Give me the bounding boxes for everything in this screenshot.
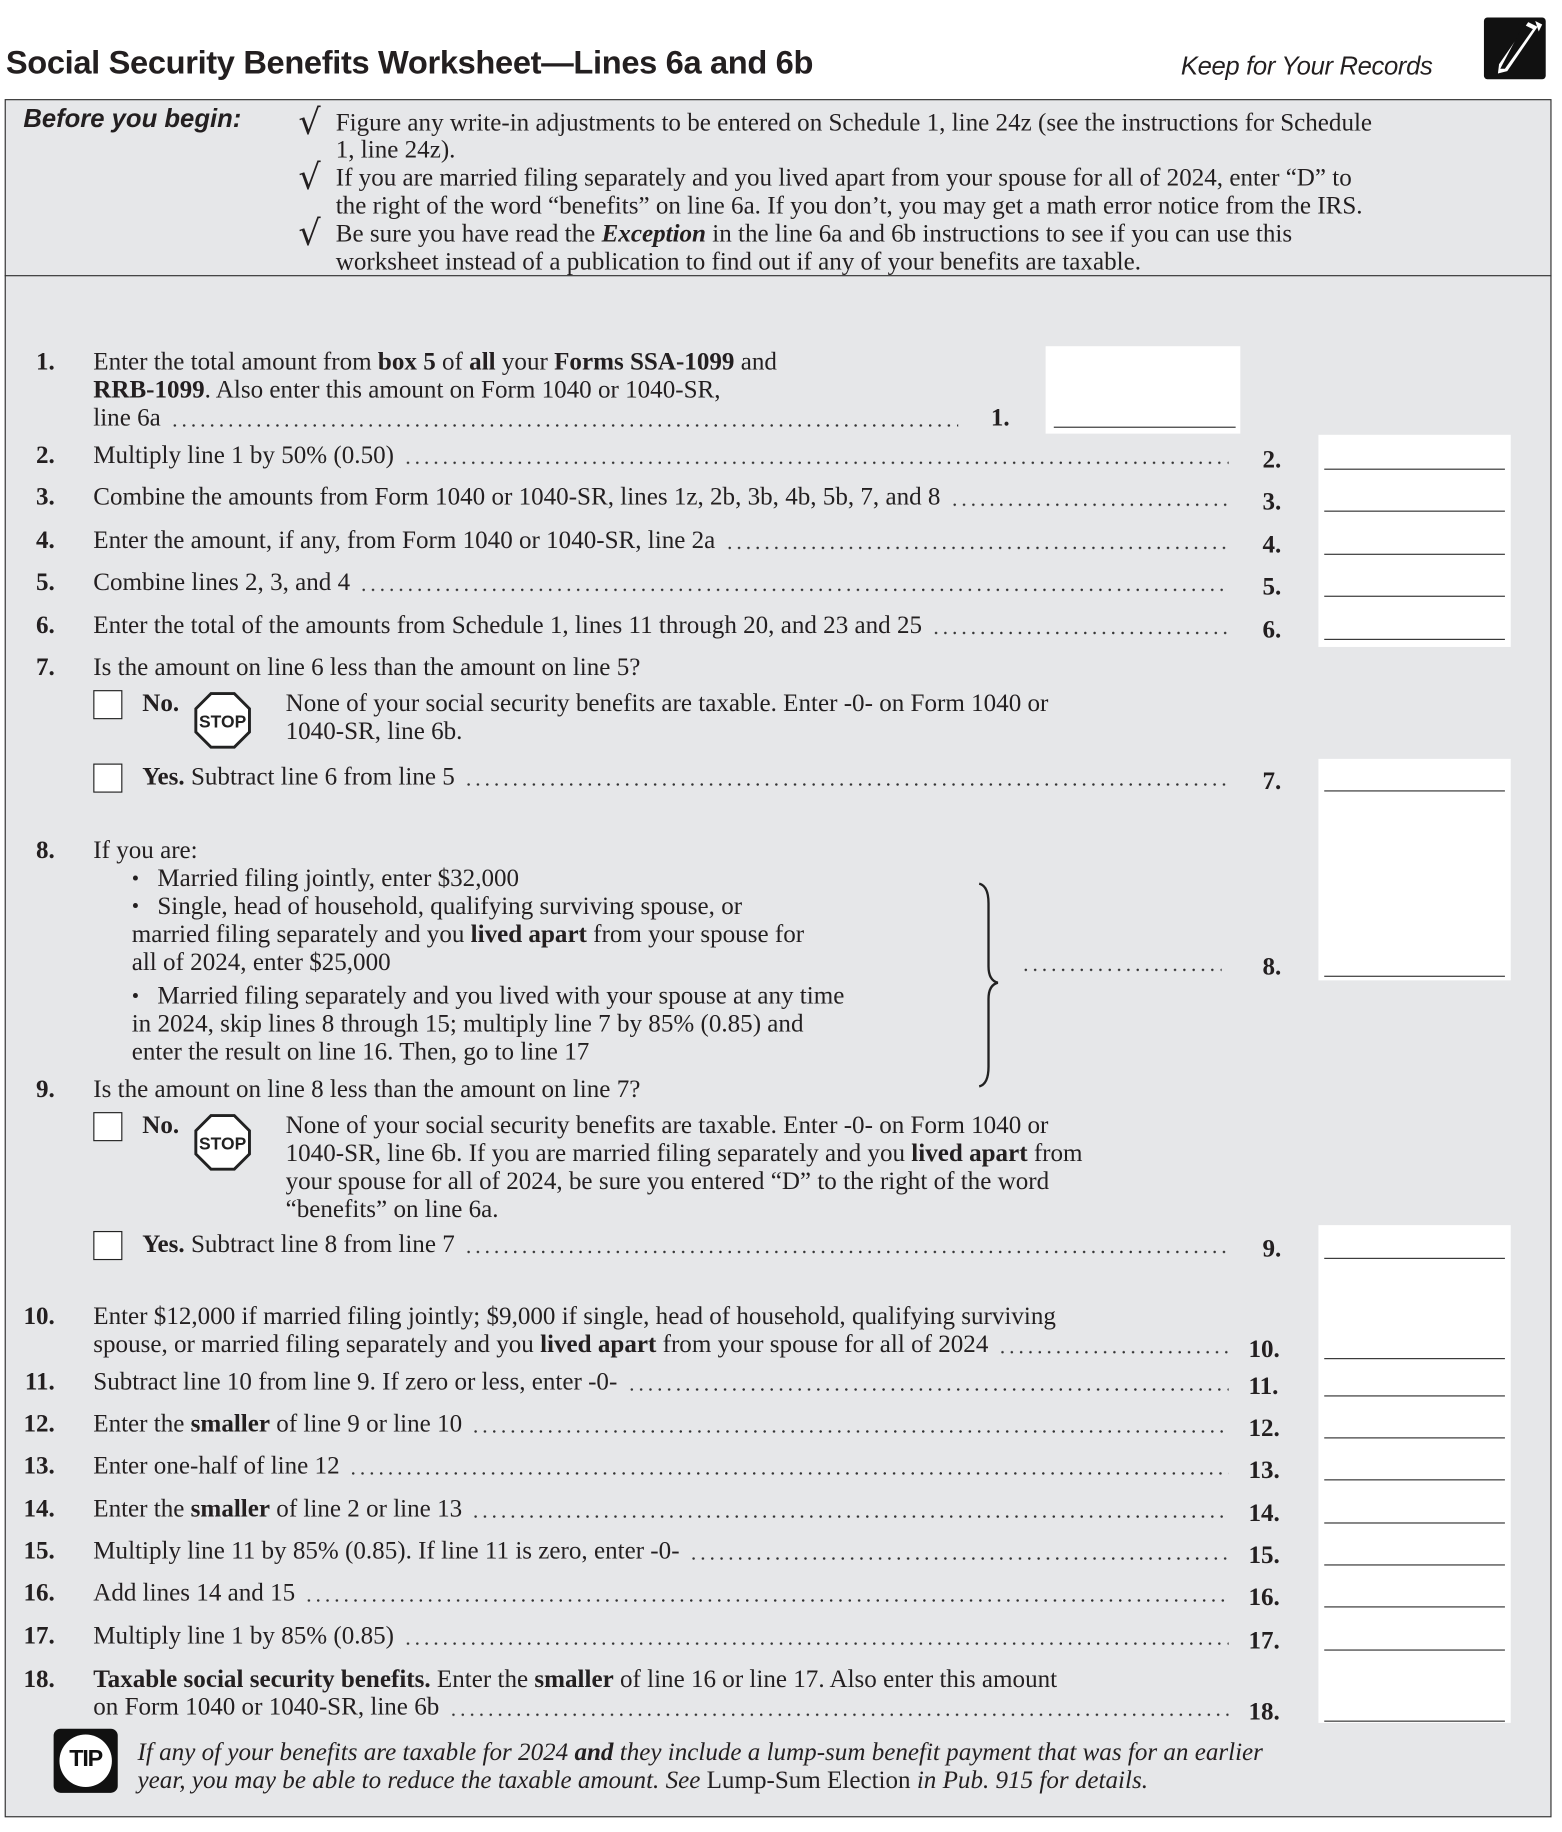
text-segment: If you are married filing separately and you lived apart from your spouse for all of 2024, enter “D” to — [335, 163, 1352, 192]
text-segment: “benefits” on line 6a. — [285, 1194, 499, 1223]
text-segment: Enter the — [430, 1664, 535, 1693]
line-number: 10. — [23, 1302, 55, 1331]
leader-dots — [359, 568, 1228, 596]
line-ref-label: 3. — [1262, 487, 1282, 516]
divider — [5, 275, 1552, 276]
answer-column-box — [1318, 435, 1510, 647]
bullet-icon: • — [131, 866, 140, 890]
line-text — [93, 611, 1228, 639]
line-ref-label: 17. — [1248, 1626, 1280, 1655]
text-segment: smaller — [534, 1664, 614, 1693]
text-segment: all of 2024, enter $25,000 — [131, 947, 391, 976]
text-segment: 1040-SR, line 6b. — [285, 716, 463, 745]
line-number: 11. — [24, 1367, 55, 1396]
line-text — [93, 1536, 1228, 1564]
text-segment: Subtract line 6 from line 5 — [184, 762, 455, 791]
line-text — [93, 441, 1228, 469]
text-segment: they include a lump-sum benefit payment that was for an earlier — [613, 1738, 1263, 1767]
text-segment: Multiply line 11 by 85% (0.85). If line 11 is zero, enter -0- — [93, 1536, 680, 1565]
stop-sign-icon — [194, 1113, 252, 1171]
leader-dots — [403, 1621, 1228, 1649]
leader-dots — [931, 611, 1228, 639]
line-text — [142, 762, 1228, 790]
line-ref-label: 12. — [1248, 1413, 1280, 1442]
line-text — [286, 1139, 1083, 1167]
line-7-entry-field[interactable] — [1324, 790, 1505, 791]
line-3-entry-field[interactable] — [1324, 511, 1505, 512]
text-segment: Lump-Sum Election — [706, 1766, 911, 1795]
text-segment: Figure any write-in adjustments to be entered on Schedule 1, line 24z (see the instructions for Schedule — [335, 108, 1373, 137]
line-1-entry-box — [1046, 346, 1241, 433]
keep-for-records-label: Keep for Your Records — [1180, 51, 1433, 81]
line-text — [142, 1230, 1228, 1258]
text-segment: Yes. — [142, 762, 185, 791]
text-segment: Enter the amount, if any, from Form 1040 or 1040-SR, line 2a — [93, 525, 716, 554]
line-8-leader — [1021, 948, 1222, 976]
line-text — [132, 1009, 804, 1037]
line-1-entry-field[interactable] — [1054, 427, 1236, 428]
text-segment: from your spouse for — [586, 919, 805, 948]
text-segment: and — [574, 1738, 614, 1767]
text-segment: Forms SSA-1099 — [554, 347, 735, 376]
line-text — [157, 864, 519, 892]
text-segment: of line 16 or line 17. Also enter this amount — [613, 1664, 1058, 1693]
text-segment: from — [1027, 1138, 1083, 1167]
line-number: 5. — [35, 567, 55, 596]
line-text — [132, 948, 391, 976]
text-segment: Yes. — [142, 1229, 185, 1258]
tip-icon — [54, 1729, 118, 1793]
text-segment: of line 9 or line 10 — [270, 1409, 463, 1438]
line-ref-label: 8. — [1262, 952, 1282, 981]
answer-column-box — [1318, 759, 1510, 980]
line-text — [93, 1693, 1228, 1721]
line-14-entry-field[interactable] — [1324, 1522, 1505, 1523]
text-segment: Add lines 14 and 15 — [93, 1578, 296, 1607]
text-segment: Taxable social security benefits. — [93, 1664, 431, 1693]
line-number: 13. — [23, 1451, 55, 1480]
text-segment: Enter the — [93, 1494, 191, 1523]
checkbox-label: No. — [142, 688, 180, 717]
text-segment: RRB-1099 — [93, 375, 205, 404]
text-segment: smaller — [190, 1494, 271, 1523]
line-8-entry-field[interactable] — [1324, 976, 1505, 977]
svg-text:STOP: STOP — [199, 1133, 247, 1154]
checkbox-label: No. — [142, 1110, 180, 1139]
text-segment: Combine the amounts from Form 1040 or 1040-SR, lines 1z, 2b, 3b, 4b, 5b, 7, and 8 — [93, 482, 941, 511]
line-ref-label: 13. — [1248, 1455, 1280, 1484]
line-text — [93, 568, 1228, 596]
leader-dots — [170, 403, 958, 431]
line-text — [93, 403, 958, 431]
text-segment: line 6a — [93, 403, 161, 432]
checkbox-yes[interactable] — [93, 764, 122, 793]
line-text — [93, 836, 197, 864]
checkmark-icon: √ — [298, 157, 321, 199]
leader-dots — [349, 1451, 1229, 1479]
text-segment: box 5 — [377, 347, 436, 376]
line-16-entry-field[interactable] — [1324, 1606, 1505, 1607]
line-text — [286, 1111, 1049, 1139]
line-ref-label: 18. — [1248, 1697, 1280, 1726]
bullet-icon: • — [131, 983, 140, 1008]
leader-dots — [449, 1693, 1229, 1721]
checkbox-yes[interactable] — [93, 1231, 122, 1260]
text-segment: the right of the word “benefits” on line 6a. If you don’t, you may get a math error notice from the IRS. — [335, 191, 1363, 220]
line-text — [286, 1167, 1050, 1195]
line-2-entry-field[interactable] — [1324, 469, 1505, 470]
before-you-begin-text — [336, 163, 1352, 191]
text-segment: If any of your benefits are taxable for 2024 — [137, 1738, 575, 1767]
checkmark-icon: √ — [298, 213, 321, 255]
tip-text — [138, 1738, 1263, 1766]
line-10-entry-field[interactable] — [1324, 1358, 1505, 1359]
text-segment: from your spouse for all of 2024 — [656, 1330, 989, 1359]
pencil-icon — [1484, 17, 1546, 79]
line-text — [286, 717, 463, 745]
answer-column-box — [1318, 1225, 1510, 1723]
checkmark-icon: √ — [298, 102, 321, 144]
line-number: 3. — [35, 482, 55, 511]
line-number: 4. — [35, 525, 55, 554]
leader-dots — [950, 483, 1229, 511]
text-segment: . Also enter this amount on Form 1040 or 1040-SR, — [204, 375, 721, 404]
line-text — [132, 1037, 590, 1065]
text-segment: Married filing jointly, enter $32,000 — [157, 863, 520, 892]
svg-text:STOP: STOP — [199, 711, 247, 732]
text-segment: your — [495, 347, 555, 376]
line-text — [93, 1330, 1228, 1358]
text-segment: smaller — [190, 1409, 271, 1438]
leader-dots — [304, 1578, 1228, 1606]
line-text — [93, 1451, 1228, 1479]
text-segment: worksheet instead of a publication to find out if any of your benefits are taxable. — [335, 247, 1141, 276]
text-segment: lived apart — [540, 1330, 657, 1359]
line-12-entry-field[interactable] — [1324, 1437, 1505, 1438]
line-number: 6. — [35, 610, 55, 639]
line-text — [93, 1409, 1228, 1437]
text-segment: 1, line 24z). — [335, 135, 456, 164]
before-you-begin-text — [336, 247, 1141, 275]
leader-dots — [725, 526, 1229, 554]
line-text — [93, 1075, 640, 1103]
text-segment: If you are: — [93, 835, 198, 864]
line-number: 17. — [23, 1621, 55, 1650]
leader-dots — [998, 1330, 1229, 1358]
line-text — [93, 347, 777, 375]
line-text — [93, 653, 640, 681]
text-segment: your spouse for all of 2024, be sure you entered “D” to the right of the word — [285, 1166, 1050, 1195]
line-ref-label: 10. — [1248, 1334, 1280, 1363]
line-ref-label: 9. — [1262, 1234, 1282, 1263]
brace-icon — [968, 880, 1003, 1090]
text-segment: Multiply line 1 by 85% (0.85) — [93, 1621, 394, 1650]
text-segment: year, you may be able to reduce the taxable amount. See — [137, 1766, 707, 1795]
before-you-begin-label: Before you begin: — [23, 103, 242, 133]
line-number: 18. — [23, 1664, 55, 1693]
checkbox-no[interactable] — [93, 690, 122, 719]
line-13-entry-field[interactable] — [1324, 1479, 1505, 1480]
text-segment: None of your social security benefits are taxable. Enter -0- on Form 1040 or — [285, 688, 1049, 717]
line-ref-label: 6. — [1262, 615, 1282, 644]
line-text — [286, 1195, 499, 1223]
leader-dots — [464, 1230, 1229, 1258]
line-text — [132, 920, 804, 948]
line-11-entry-field[interactable] — [1324, 1395, 1505, 1396]
line-number: 2. — [35, 440, 55, 469]
leader-dots — [627, 1367, 1229, 1395]
text-segment: enter the result on line 16. Then, go to line 17 — [131, 1037, 590, 1066]
line-text — [93, 1494, 1228, 1522]
text-segment: lived apart — [470, 919, 587, 948]
text-segment: Enter the total amount from — [93, 347, 378, 376]
text-segment: Single, head of household, qualifying surviving spouse, or — [157, 891, 743, 920]
line-ref-label: 4. — [1262, 530, 1282, 559]
text-segment: all — [469, 347, 496, 376]
text-segment: Enter one-half of line 12 — [93, 1451, 340, 1480]
page-title: Social Security Benefits Worksheet—Lines 6a and 6b — [5, 44, 814, 81]
text-segment: in the line 6a and 6b instructions to see if you can use this — [706, 219, 1293, 248]
before-you-begin-text — [336, 135, 456, 163]
line-9-entry-field[interactable] — [1324, 1258, 1505, 1259]
line-text — [93, 1578, 1228, 1606]
text-segment: None of your social security benefits are taxable. Enter -0- on Form 1040 or — [285, 1110, 1049, 1139]
before-you-begin-text — [336, 191, 1363, 219]
text-segment: Multiply line 1 by 50% (0.50) — [93, 440, 394, 469]
text-segment: spouse, or married filing separately and you — [93, 1330, 541, 1359]
line-5-entry-field[interactable] — [1324, 596, 1505, 597]
before-you-begin-text — [336, 219, 1292, 247]
text-segment: Enter the total of the amounts from Schedule 1, lines 11 through 20, and 23 and 25 — [93, 610, 923, 639]
line-ref-label: 1. — [990, 403, 1010, 432]
line-text — [93, 1665, 1057, 1693]
line-text — [93, 1302, 1056, 1330]
line-number: 9. — [35, 1074, 55, 1103]
line-ref-label: 11. — [1248, 1372, 1279, 1401]
line-18-entry-field[interactable] — [1324, 1721, 1505, 1722]
tip-text — [138, 1766, 1148, 1794]
text-segment: Is the amount on line 8 less than the amount on line 7? — [93, 1074, 641, 1103]
line-number: 14. — [23, 1494, 55, 1523]
text-segment: Be sure you have read the — [335, 219, 602, 248]
text-segment: in 2024, skip lines 8 through 15; multiply line 7 by 85% (0.85) and — [131, 1009, 804, 1038]
line-ref-label: 2. — [1262, 445, 1282, 474]
line-ref-label: 14. — [1248, 1499, 1280, 1528]
line-4-entry-field[interactable] — [1324, 554, 1505, 555]
line-text — [93, 1621, 1228, 1649]
leader-dots — [403, 441, 1228, 469]
leader-dots — [471, 1494, 1228, 1522]
line-number: 1. — [35, 347, 55, 376]
line-6-entry-field[interactable] — [1324, 639, 1505, 640]
text-segment: and — [734, 347, 777, 376]
line-text — [157, 982, 844, 1010]
leader-dots — [471, 1409, 1228, 1437]
text-segment: Enter the — [93, 1409, 191, 1438]
tip-badge-label: TIP — [69, 1746, 103, 1772]
text-segment: on Form 1040 or 1040-SR, line 6b — [93, 1692, 440, 1721]
text-segment: Married filing separately and you lived with your spouse at any time — [157, 981, 845, 1010]
text-segment: of — [435, 347, 470, 376]
line-text — [157, 892, 742, 920]
bullet-icon: • — [131, 894, 140, 918]
text-segment: in Pub. 915 for details. — [910, 1766, 1148, 1795]
line-ref-label: 15. — [1248, 1541, 1280, 1570]
line-text — [93, 375, 720, 403]
before-you-begin-text — [336, 108, 1372, 136]
line-text — [93, 483, 1228, 511]
line-15-entry-field[interactable] — [1324, 1564, 1505, 1565]
line-text — [286, 689, 1049, 717]
text-segment: Subtract line 10 from line 9. If zero or less, enter -0- — [93, 1367, 618, 1396]
line-17-entry-field[interactable] — [1324, 1649, 1505, 1650]
stop-sign-icon — [194, 691, 252, 749]
line-number: 12. — [23, 1409, 55, 1438]
line-text — [93, 1367, 1228, 1395]
line-number: 15. — [23, 1536, 55, 1565]
text-segment: Combine lines 2, 3, and 4 — [93, 567, 351, 596]
text-segment: 1040-SR, line 6b. If you are married filing separately and you — [285, 1138, 912, 1167]
text-segment: lived apart — [911, 1138, 1028, 1167]
line-ref-label: 16. — [1248, 1583, 1280, 1611]
line-ref-label: 7. — [1262, 767, 1282, 796]
text-segment: Subtract line 8 from line 7 — [184, 1229, 455, 1258]
line-number: 7. — [35, 652, 55, 681]
text-segment: Enter $12,000 if married filing jointly; $9,000 if single, head of household, qualifying surviving — [93, 1302, 1056, 1331]
text-segment: of line 2 or line 13 — [270, 1494, 463, 1523]
line-text — [93, 526, 1228, 554]
text-segment: married filing separately and you — [131, 919, 471, 948]
leader-dots — [689, 1536, 1229, 1564]
line-number: 16. — [23, 1578, 55, 1607]
checkbox-no[interactable] — [93, 1112, 122, 1141]
leader-dots — [464, 762, 1229, 790]
line-ref-label: 5. — [1262, 572, 1282, 601]
text-segment: Is the amount on line 6 less than the amount on line 5? — [93, 652, 641, 681]
line-number: 8. — [35, 835, 55, 864]
text-segment: Exception — [601, 219, 707, 248]
